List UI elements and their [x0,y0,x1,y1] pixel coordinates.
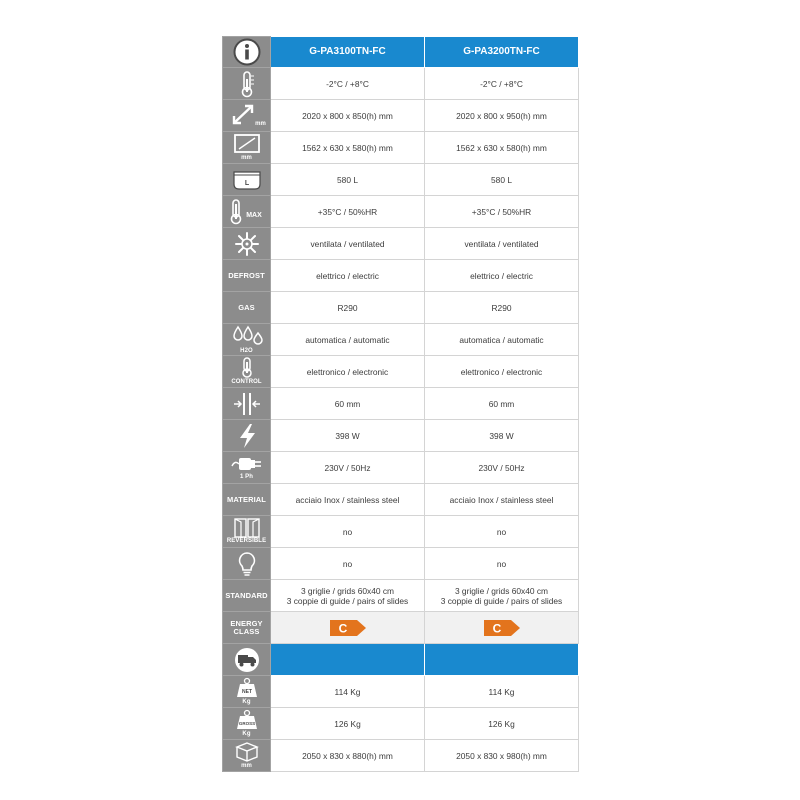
spec-row-light [223,548,579,580]
power-plug-icon [230,454,264,474]
spec-row-defrost [223,260,579,292]
info-icon [232,37,262,67]
cell-gross-weight-2: 126 Kg [425,708,579,740]
insulation-thickness-icon [231,391,263,417]
spec-row-reversible [223,516,579,548]
cell-material-2: acciaio Inox / stainless steel [425,484,579,516]
gross-text: GROSS [238,721,255,726]
max-ambient-temperature-icon [227,198,267,226]
cell-max-ambient-2: +35°C / 50%HR [425,196,579,228]
material-label: MATERIAL [227,494,266,504]
cell-cooling-2: ventilata / ventilated [425,228,579,260]
max-label: MAX [245,211,262,219]
control-label: CONTROL [231,379,262,385]
spec-row-internal-dimensions [223,132,579,164]
cell-gross-weight-1: 126 Kg [271,708,425,740]
light-bulb-icon [236,550,258,578]
energy-class-letter: C [492,621,501,635]
water-drops-icon [230,324,264,348]
capacity-icon-letter: L [244,179,249,187]
cell-control-1: elettronico / electronic [271,356,425,388]
kg-label: Kg [242,699,251,705]
cell-capacity-2: 580 L [425,164,579,196]
cell-external-dimensions-1: 2020 x 800 x 850(h) mm [271,100,425,132]
spec-row-standard [223,580,579,612]
ventilated-cooling-icon [233,230,261,258]
shipping-band-cell-1 [271,644,425,676]
cell-control-2: elettronico / electronic [425,356,579,388]
cell-insulation-1: 60 mm [271,388,425,420]
gross-weight-icon [234,709,260,731]
cell-net-weight-1: 114 Kg [271,676,425,708]
capacity-icon [231,169,263,191]
spec-row-condensate [223,324,579,356]
icon-label-mm: mm [241,155,252,161]
cell-defrost-2: elettrico / electric [425,260,579,292]
cell-cooling-1: ventilata / ventilated [271,228,425,260]
cell-condensate-2: automatica / automatic [425,324,579,356]
cell-gas-2: R290 [425,292,579,324]
cell-voltage-2: 230V / 50Hz [425,452,579,484]
spec-row-insulation [223,388,579,420]
control-thermometer-icon [239,357,255,379]
cell-net-weight-2: 114 Kg [425,676,579,708]
spec-row-net-weight [223,676,579,708]
cell-voltage-1: 230V / 50Hz [271,452,425,484]
lightning-icon [235,422,259,450]
delivery-truck-icon [232,647,262,673]
spec-row-control [223,356,579,388]
icon-label-mm: mm [255,121,266,127]
cell-light-2: no [425,548,579,580]
spec-row-energy-class [223,612,579,644]
spec-table [222,36,579,772]
spec-row-cooling [223,228,579,260]
spec-row-package-dimensions [223,740,579,772]
spec-row-gross-weight [223,708,579,740]
kg-label: Kg [242,731,251,737]
energy-class-letter: C [338,621,347,635]
cell-gas-1: R290 [271,292,425,324]
cell-max-ambient-1: +35°C / 50%HR [271,196,425,228]
info-cell [223,37,271,68]
cell-package-dimensions-2: 2050 x 830 x 980(h) mm [425,740,579,772]
energy-class-badge [330,620,366,636]
cell-light-1: no [271,548,425,580]
standard-label: STANDARD [225,590,268,600]
net-text: NET [241,689,252,695]
table-header-row [223,37,579,68]
gas-label: GAS [238,302,255,312]
standard-line-1: 3 griglie / grids 60x40 cm [454,585,549,596]
mm-label: mm [241,763,252,769]
cell-internal-dimensions-2: 1562 x 630 x 580(h) mm [425,132,579,164]
net-weight-icon [234,677,260,699]
thermometer-icon [236,70,258,98]
cell-material-1: acciaio Inox / stainless steel [271,484,425,516]
reversible-door-icon [232,518,262,538]
cell-temperature-1: -2°C / +8°C [271,68,425,100]
internal-dimensions-icon [232,133,262,155]
energy-class-badge [484,620,520,636]
cell-energy-class-1 [271,612,425,644]
cell-power-1: 398 W [271,420,425,452]
cell-temperature-2: -2°C / +8°C [425,68,579,100]
defrost-label: DEFROST [228,270,265,280]
reversible-label: REVERSIBLE [226,538,267,544]
standard-line-2: 3 coppie di guide / pairs of slides [440,595,563,606]
model-header-2: G-PA3200TN-FC [425,37,579,68]
spec-row-power [223,420,579,452]
class-label: CLASS [233,626,260,636]
energy-label: ENERGY [230,618,263,628]
standard-line-2: 3 coppie di guide / pairs of slides [286,595,409,606]
spec-row-voltage [223,452,579,484]
phase-label: 1 Ph [239,474,254,480]
cell-package-dimensions-1: 2050 x 830 x 880(h) mm [271,740,425,772]
model-header-1: G-PA3100TN-FC [271,37,425,68]
spec-row-external-dimensions [223,100,579,132]
cell-defrost-1: elettrico / electric [271,260,425,292]
spec-row-gas [223,292,579,324]
cell-standard-2 [425,580,579,612]
shipping-band-cell-2 [425,644,579,676]
cell-reversible-2: no [425,516,579,548]
spec-row-material [223,484,579,516]
cell-external-dimensions-2: 2020 x 800 x 950(h) mm [425,100,579,132]
shipping-band-row [223,644,579,676]
standard-line-1: 3 griglie / grids 60x40 cm [300,585,395,596]
h2o-label: H2O [240,348,253,354]
spec-row-max-ambient [223,196,579,228]
cell-internal-dimensions-1: 1562 x 630 x 580(h) mm [271,132,425,164]
cell-capacity-1: 580 L [271,164,425,196]
package-box-icon [234,741,260,763]
cell-power-2: 398 W [425,420,579,452]
spec-row-capacity [223,164,579,196]
cell-condensate-1: automatica / automatic [271,324,425,356]
cell-reversible-1: no [271,516,425,548]
cell-insulation-2: 60 mm [425,388,579,420]
cell-energy-class-2 [425,612,579,644]
cell-standard-1 [271,580,425,612]
spec-row-temperature [223,68,579,100]
